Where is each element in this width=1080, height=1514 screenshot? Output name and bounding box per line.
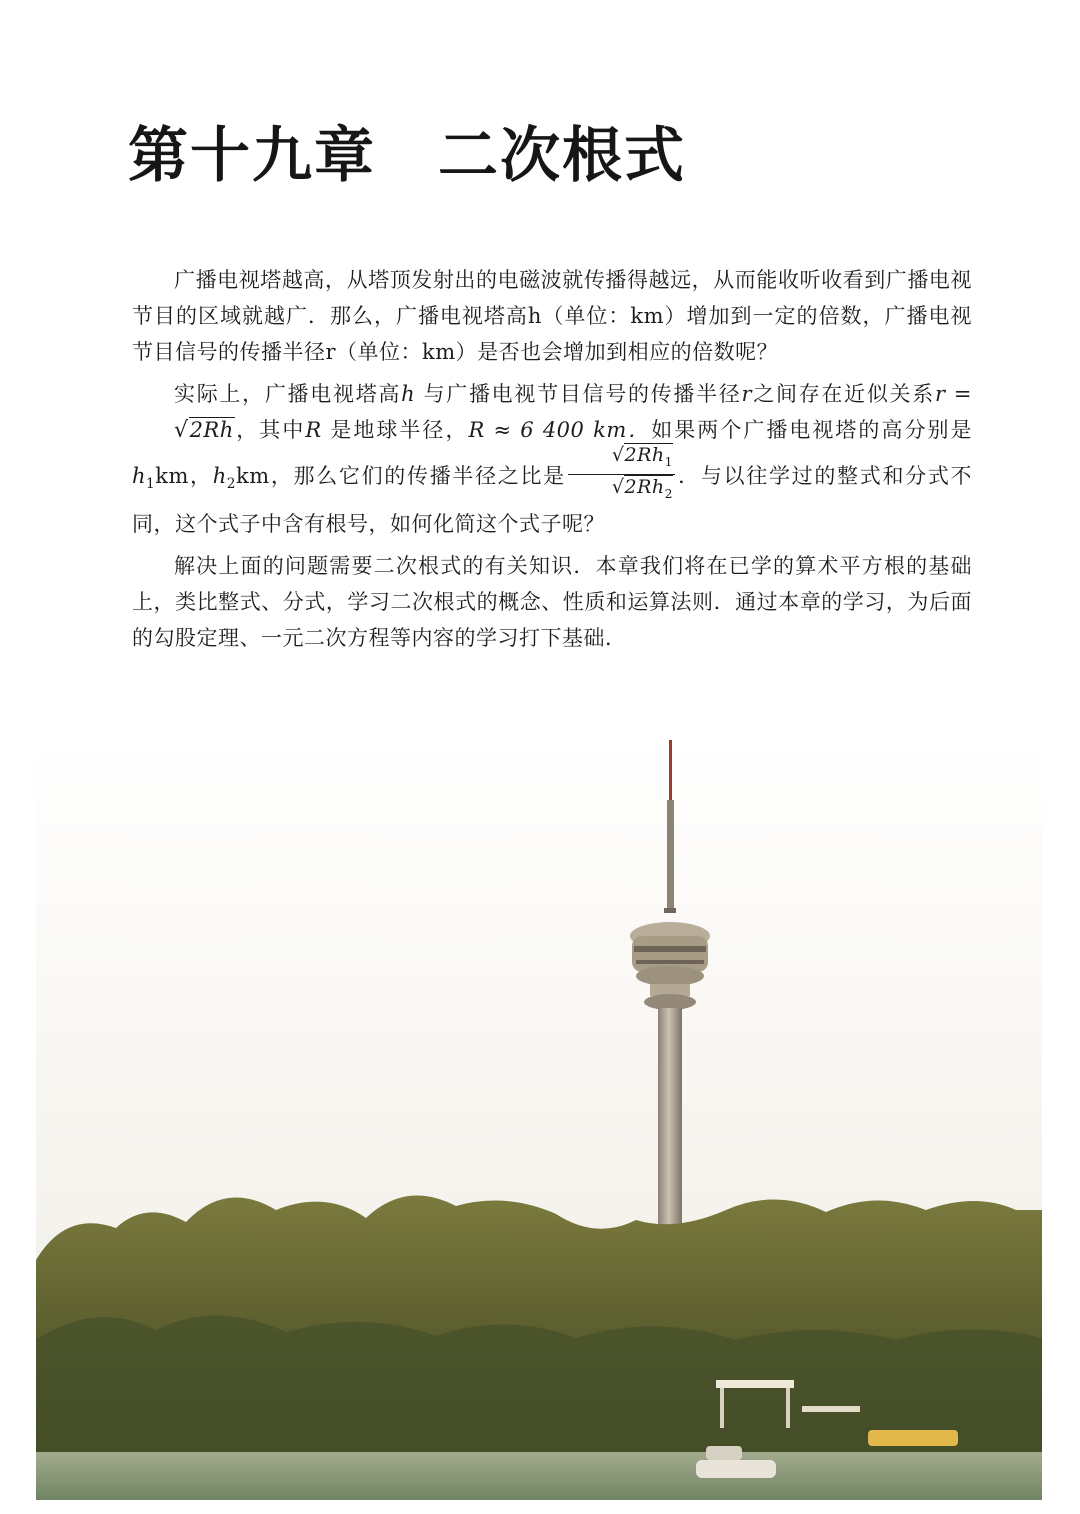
paragraph-chapter-goal: 解决上面的问题需要二次根式的有关知识．本章我们将在已学的算术平方根的基础上，类比整式、分式，学习二次根式的概念、性质和运算法则．通过本章的学习，为后面的勾股定理、一元二次方程等内容的学习打下基础．: [132, 553, 972, 650]
broadcast-tower-photo: [36, 740, 1042, 1500]
var-R: R: [305, 418, 322, 442]
text-run: 是地球半径，: [330, 418, 469, 442]
earth-radius-approx: R ≈ 6 400 km．: [468, 418, 652, 442]
var-r: r: [741, 382, 753, 406]
text-run: 之间存在近似关系: [752, 382, 935, 406]
text-run: ，其中: [234, 418, 306, 442]
fraction-denominator: [568, 475, 675, 506]
paragraph-intro: 广播电视塔越高，从塔顶发射出的电磁波就传播得越远，从而能收听收看到广播电视节目的区域就越广．那么，广播电视塔高h（单位：km）增加到一定的倍数，广播电视节目信号的传播半径r（单位：km）是否也会增加到相应的倍数呢？: [132, 268, 972, 364]
numerator-radicand: 2Rh: [624, 444, 665, 466]
var-h1: [132, 463, 156, 492]
formula-lhs: r =: [934, 382, 973, 406]
numerator-subscript: 1: [664, 454, 673, 469]
denominator-radicand: 2Rh: [624, 475, 665, 498]
radical-sign-icon: √: [611, 475, 625, 498]
text-run: 与广播电视节目信号的传播半径: [423, 382, 742, 406]
denominator-subscript: 2: [664, 486, 673, 501]
radius-ratio-fraction: [568, 443, 675, 506]
h1-letter: h: [132, 463, 147, 488]
separator: ，: [188, 463, 213, 488]
text-run: ．与以往学过的整式和分式不同，这个式子中含有根号，如何化简这个式子呢？: [132, 463, 973, 536]
text-run: 如果两个广播电视塔的高分别是: [651, 418, 972, 442]
unit-km: km: [155, 463, 189, 488]
radical-sign-icon: √: [174, 418, 189, 443]
unit-km: km: [235, 463, 270, 488]
chapter-title: 第十九章 二次根式: [128, 121, 686, 191]
h2-subscript: 2: [226, 475, 236, 492]
paragraph-relation: [132, 376, 972, 542]
var-h2: [212, 463, 236, 492]
var-h: h: [401, 382, 416, 406]
fraction-numerator: [568, 443, 675, 475]
tree-line: [36, 1195, 1042, 1460]
sqrt-radicand: 2Rh: [189, 418, 234, 442]
h1-subscript: 1: [146, 475, 156, 492]
text-run: ，那么它们的传播半径之比是: [269, 463, 566, 488]
sqrt-formula: [132, 412, 235, 449]
h2-letter: h: [212, 463, 227, 488]
radical-sign-icon: √: [611, 444, 625, 466]
lake-water: [36, 1452, 1042, 1500]
text-run: 实际上，广播电视塔高: [174, 382, 402, 406]
body-text: [132, 262, 972, 662]
